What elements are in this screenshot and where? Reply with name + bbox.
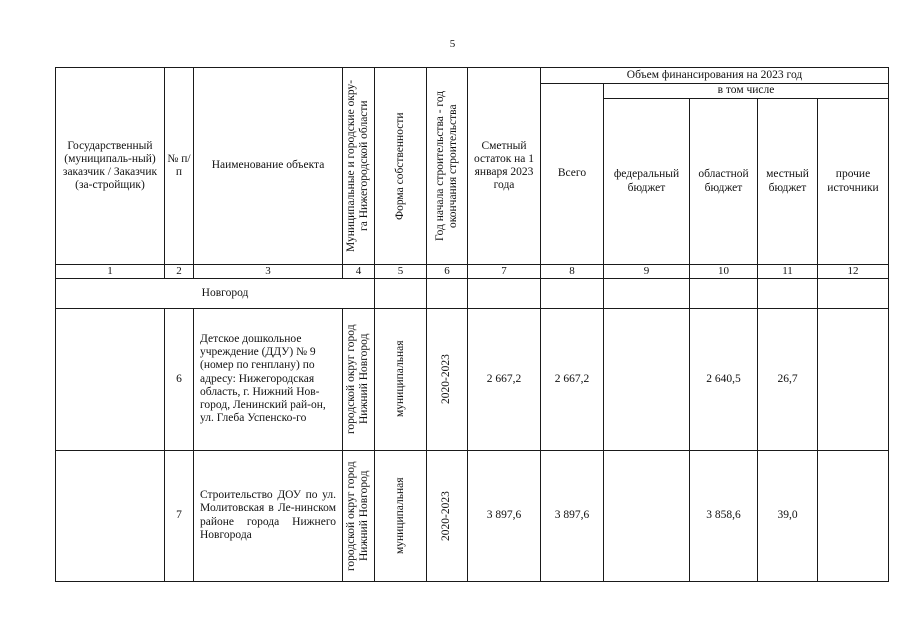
empty-cell	[818, 278, 889, 308]
column-number: 7	[468, 265, 541, 279]
column-number: 12	[818, 265, 889, 279]
column-number: 6	[427, 265, 468, 279]
other-amount	[818, 308, 889, 450]
customer-cell	[56, 450, 165, 581]
header-federal: федеральный бюджет	[604, 99, 690, 265]
header-municipality-cell	[343, 68, 375, 265]
years: 2020-2023	[440, 354, 453, 405]
column-number: 9	[604, 265, 690, 279]
section-label	[56, 278, 375, 308]
header-estimate-balance: Сметный остаток на 1 января 2023 года	[468, 68, 541, 265]
ownership: муниципальная	[393, 477, 406, 554]
section-row	[56, 278, 889, 308]
years-cell	[427, 308, 468, 450]
regional-amount: 2 640,5	[690, 308, 758, 450]
object-name: Строительство ДОУ по ул. Молитовская в Ле-нинском районе города Нижнего Новгорода	[194, 450, 343, 581]
header-years: Год начала строительства - год окончания строительства	[433, 90, 459, 242]
header-other: прочие источники	[818, 99, 889, 265]
other-amount	[818, 450, 889, 581]
row-number: 7	[165, 450, 194, 581]
header-municipality: Муниципальные и городские окру-га Нижегородской области	[345, 79, 371, 253]
column-number: 10	[690, 265, 758, 279]
empty-cell	[690, 278, 758, 308]
empty-cell	[375, 278, 427, 308]
municipality-cell	[343, 450, 375, 581]
federal-amount	[604, 308, 690, 450]
ownership-cell	[375, 450, 427, 581]
local-amount: 39,0	[758, 450, 818, 581]
total-amount: 2 667,2	[541, 308, 604, 450]
header-ownership: Форма собственности	[393, 112, 406, 220]
column-number: 2	[165, 265, 194, 279]
municipality: городской округ город Нижний Новгород	[345, 460, 371, 571]
federal-amount	[604, 450, 690, 581]
total-amount: 3 897,6	[541, 450, 604, 581]
table-row	[56, 450, 889, 581]
column-number: 4	[343, 265, 375, 279]
header-total: Всего	[541, 84, 604, 265]
local-amount: 26,7	[758, 308, 818, 450]
estimate-balance: 2 667,2	[468, 308, 541, 450]
page-number: 5	[449, 38, 456, 50]
column-number: 1	[56, 265, 165, 279]
empty-cell	[427, 278, 468, 308]
empty-cell	[758, 278, 818, 308]
years: 2020-2023	[440, 490, 453, 541]
empty-cell	[468, 278, 541, 308]
header-ownership-cell	[375, 68, 427, 265]
column-number: 5	[375, 265, 427, 279]
empty-cell	[541, 278, 604, 308]
ownership-cell	[375, 308, 427, 450]
financing-table	[55, 67, 889, 582]
ownership: муниципальная	[393, 340, 406, 418]
regional-amount: 3 858,6	[690, 450, 758, 581]
column-number: 8	[541, 265, 604, 279]
header-including: в том числе	[604, 84, 889, 99]
column-number: 11	[758, 265, 818, 279]
object-name: Детское дошкольное учреждение (ДДУ) № 9 (номер по генплану) по адресу: Нижегородская область, г. Нижний Нов-город, Ленинский рай-он, ул. Глеба Успенско-го	[194, 308, 343, 450]
header-local: местный бюджет	[758, 99, 818, 265]
header-customer: Государственный (муниципаль-ный) заказчик / Заказчик (за-стройщик)	[56, 68, 165, 265]
row-number: 6	[165, 308, 194, 450]
table-row	[56, 308, 889, 450]
municipality-cell	[343, 308, 375, 450]
header-years-cell	[427, 68, 468, 265]
header-object-name: Наименование объекта	[194, 68, 343, 265]
header-financing-group: Объем финансирования на 2023 год	[541, 68, 889, 84]
column-number: 3	[194, 265, 343, 279]
municipality: городской округ город Нижний Новгород	[345, 324, 371, 434]
section-label-text: Новгород	[201, 286, 249, 299]
column-number-row	[56, 265, 889, 279]
customer-cell	[56, 308, 165, 450]
years-cell	[427, 450, 468, 581]
header-regional: областной бюджет	[690, 99, 758, 265]
header-number: № п/п	[165, 68, 194, 265]
empty-cell	[604, 278, 690, 308]
estimate-balance: 3 897,6	[468, 450, 541, 581]
